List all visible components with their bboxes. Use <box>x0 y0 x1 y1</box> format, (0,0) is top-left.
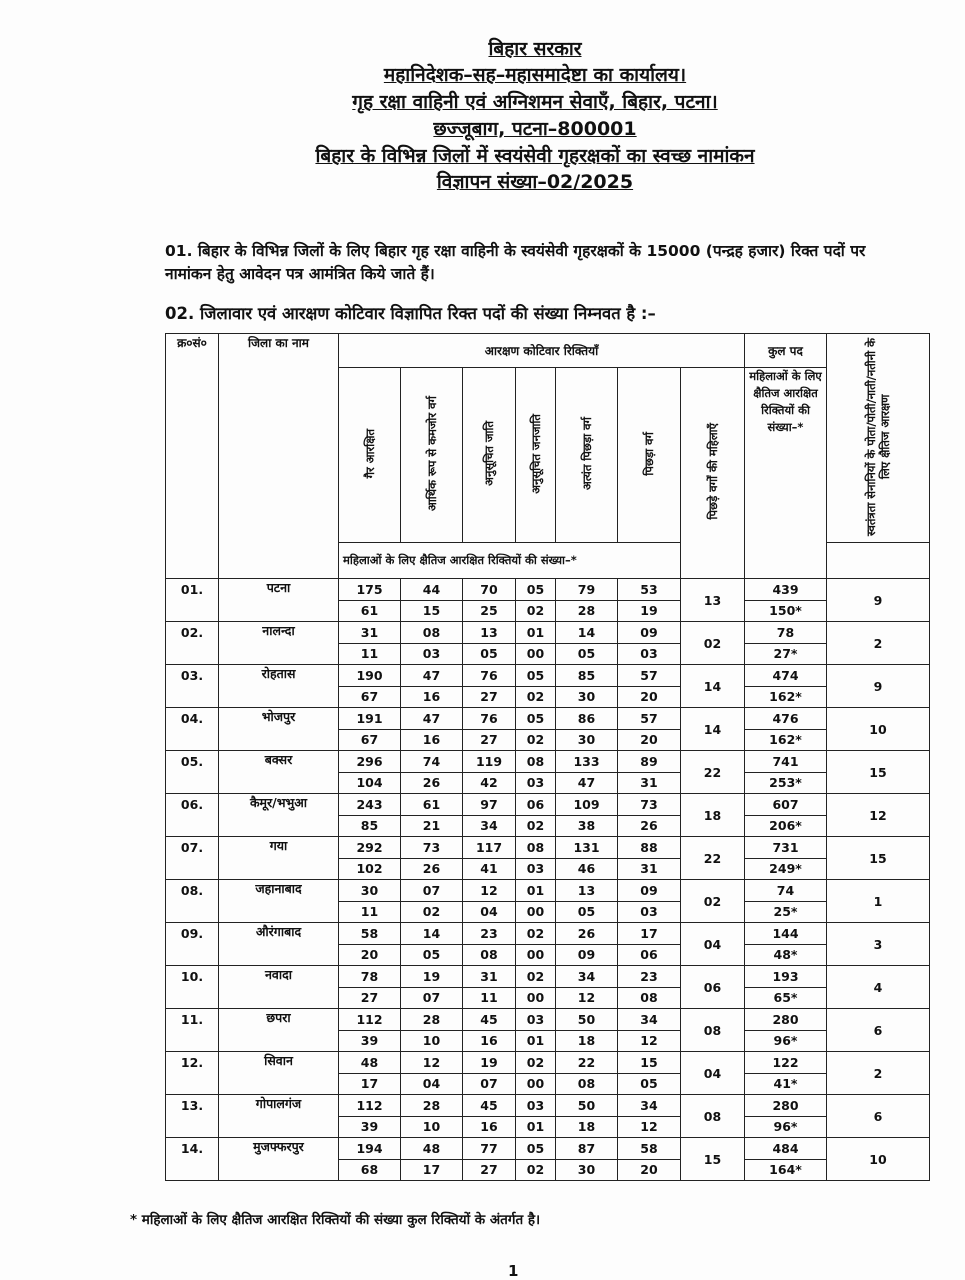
total-posts: 476 <box>745 708 827 730</box>
total-women-posts: 27* <box>745 643 827 665</box>
category-vacancy: 26 <box>556 923 618 945</box>
freedom-fighter-reservation: 4 <box>827 966 930 1009</box>
category-vacancy: 48 <box>339 1052 401 1074</box>
category-vacancy: 14 <box>401 923 463 945</box>
category-vacancy: 117 <box>463 837 516 859</box>
district-name: छपरा <box>219 1009 339 1052</box>
total-posts: 741 <box>745 751 827 773</box>
women-category-vacancy: 11 <box>463 987 516 1009</box>
header-ebc: अत्यंत पिछड़ा वर्ग <box>556 368 618 543</box>
total-posts: 484 <box>745 1138 827 1160</box>
header-line-department: गृह रक्षा वाहिनी एवं अग्निशमन सेवाएँ, बिहार, पटना। <box>352 91 718 113</box>
bc-women-vacancy: 02 <box>681 622 745 665</box>
women-category-vacancy: 03 <box>516 858 556 880</box>
category-vacancy: 73 <box>618 794 681 816</box>
women-category-vacancy: 00 <box>516 643 556 665</box>
total-posts: 193 <box>745 966 827 988</box>
total-women-posts: 150* <box>745 600 827 622</box>
freedom-fighter-reservation: 3 <box>827 923 930 966</box>
vacancy-table <box>165 333 930 1181</box>
category-vacancy: 12 <box>463 880 516 902</box>
women-category-vacancy: 02 <box>516 729 556 751</box>
women-category-vacancy: 25 <box>463 600 516 622</box>
freedom-fighter-reservation: 1 <box>827 880 930 923</box>
category-vacancy: 76 <box>463 665 516 687</box>
women-category-vacancy: 39 <box>339 1116 401 1138</box>
category-vacancy: 112 <box>339 1009 401 1031</box>
women-category-vacancy: 30 <box>556 1159 618 1181</box>
serial-number: 07. <box>166 837 219 880</box>
category-vacancy: 08 <box>401 622 463 644</box>
table-row <box>166 837 930 859</box>
serial-number: 05. <box>166 751 219 794</box>
women-category-vacancy: 20 <box>618 686 681 708</box>
category-vacancy: 45 <box>463 1009 516 1031</box>
serial-number: 14. <box>166 1138 219 1181</box>
women-category-vacancy: 09 <box>556 944 618 966</box>
category-vacancy: 09 <box>618 622 681 644</box>
category-vacancy: 88 <box>618 837 681 859</box>
district-name: भोजपुर <box>219 708 339 751</box>
category-vacancy: 09 <box>618 880 681 902</box>
category-vacancy: 47 <box>401 665 463 687</box>
women-category-vacancy: 26 <box>618 815 681 837</box>
category-vacancy: 28 <box>401 1009 463 1031</box>
women-category-vacancy: 01 <box>516 1116 556 1138</box>
serial-number: 12. <box>166 1052 219 1095</box>
category-vacancy: 02 <box>516 966 556 988</box>
category-vacancy: 175 <box>339 579 401 601</box>
category-vacancy: 109 <box>556 794 618 816</box>
category-vacancy: 05 <box>516 1138 556 1160</box>
serial-number: 09. <box>166 923 219 966</box>
total-women-posts: 253* <box>745 772 827 794</box>
category-vacancy: 05 <box>516 579 556 601</box>
table-row <box>166 665 930 687</box>
category-vacancy: 06 <box>516 794 556 816</box>
women-category-vacancy: 16 <box>463 1030 516 1052</box>
women-category-vacancy: 67 <box>339 686 401 708</box>
category-vacancy: 86 <box>556 708 618 730</box>
header-general: गैर आरक्षित <box>339 368 401 543</box>
total-women-posts: 48* <box>745 944 827 966</box>
women-category-vacancy: 04 <box>463 901 516 923</box>
paragraph-01 <box>165 240 905 286</box>
bc-women-vacancy: 14 <box>681 665 745 708</box>
total-women-posts: 164* <box>745 1159 827 1181</box>
women-category-vacancy: 00 <box>516 901 556 923</box>
table-row <box>166 1009 930 1031</box>
freedom-fighter-reservation: 12 <box>827 794 930 837</box>
women-category-vacancy: 31 <box>618 858 681 880</box>
women-category-vacancy: 16 <box>401 686 463 708</box>
freedom-fighter-reservation: 15 <box>827 751 930 794</box>
category-vacancy: 85 <box>556 665 618 687</box>
total-posts: 280 <box>745 1095 827 1117</box>
category-vacancy: 15 <box>618 1052 681 1074</box>
total-posts: 74 <box>745 880 827 902</box>
total-women-posts: 249* <box>745 858 827 880</box>
women-category-vacancy: 08 <box>618 987 681 1009</box>
women-category-vacancy: 08 <box>556 1073 618 1095</box>
district-name: नालन्दा <box>219 622 339 665</box>
total-women-posts: 41* <box>745 1073 827 1095</box>
header-st: अनुसूचित जनजाति <box>516 368 556 543</box>
serial-number: 02. <box>166 622 219 665</box>
women-category-vacancy: 18 <box>556 1116 618 1138</box>
header-sn: क्र०सं० <box>166 334 219 579</box>
serial-number: 04. <box>166 708 219 751</box>
total-posts: 439 <box>745 579 827 601</box>
header-women-note: महिलाओं के लिए क्षैतिज आरक्षित रिक्तियों की संख्या–* <box>339 543 681 579</box>
category-vacancy: 07 <box>401 880 463 902</box>
category-vacancy: 87 <box>556 1138 618 1160</box>
women-category-vacancy: 03 <box>401 643 463 665</box>
table-row <box>166 1138 930 1160</box>
category-vacancy: 08 <box>516 837 556 859</box>
page-number: 1 <box>508 1262 519 1280</box>
women-category-vacancy: 41 <box>463 858 516 880</box>
women-category-vacancy: 38 <box>556 815 618 837</box>
women-category-vacancy: 47 <box>556 772 618 794</box>
bc-women-vacancy: 18 <box>681 794 745 837</box>
women-category-vacancy: 03 <box>516 772 556 794</box>
women-category-vacancy: 02 <box>516 1159 556 1181</box>
women-category-vacancy: 07 <box>401 987 463 1009</box>
total-posts: 280 <box>745 1009 827 1031</box>
table-row <box>166 966 930 988</box>
women-category-vacancy: 67 <box>339 729 401 751</box>
women-category-vacancy: 21 <box>401 815 463 837</box>
women-category-vacancy: 02 <box>516 815 556 837</box>
header-sc: अनुसूचित जाति <box>463 368 516 543</box>
category-vacancy: 13 <box>463 622 516 644</box>
women-category-vacancy: 00 <box>516 987 556 1009</box>
category-vacancy: 57 <box>618 708 681 730</box>
category-vacancy: 02 <box>516 1052 556 1074</box>
serial-number: 11. <box>166 1009 219 1052</box>
bc-women-vacancy: 04 <box>681 1052 745 1095</box>
women-category-vacancy: 11 <box>339 901 401 923</box>
district-name: औरंगाबाद <box>219 923 339 966</box>
category-vacancy: 61 <box>401 794 463 816</box>
freedom-fighter-reservation: 10 <box>827 708 930 751</box>
women-category-vacancy: 10 <box>401 1116 463 1138</box>
women-category-vacancy: 39 <box>339 1030 401 1052</box>
category-vacancy: 58 <box>618 1138 681 1160</box>
category-vacancy: 31 <box>463 966 516 988</box>
bc-women-vacancy: 22 <box>681 837 745 880</box>
paragraph-02 <box>165 302 905 325</box>
header-line-govt: बिहार सरकार <box>488 38 582 60</box>
category-vacancy: 131 <box>556 837 618 859</box>
category-vacancy: 70 <box>463 579 516 601</box>
total-women-posts: 65* <box>745 987 827 1009</box>
freedom-fighter-reservation: 6 <box>827 1009 930 1052</box>
women-category-vacancy: 05 <box>556 643 618 665</box>
category-vacancy: 23 <box>463 923 516 945</box>
women-category-vacancy: 03 <box>618 901 681 923</box>
bc-women-vacancy: 02 <box>681 880 745 923</box>
bc-women-vacancy: 13 <box>681 579 745 622</box>
header-line-office: महानिदेशक–सह–महासमादेष्टा का कार्यालय। <box>383 64 687 86</box>
women-category-vacancy: 12 <box>618 1030 681 1052</box>
women-category-vacancy: 05 <box>618 1073 681 1095</box>
freedom-fighter-reservation: 15 <box>827 837 930 880</box>
category-vacancy: 34 <box>618 1095 681 1117</box>
women-category-vacancy: 104 <box>339 772 401 794</box>
women-category-vacancy: 05 <box>556 901 618 923</box>
women-category-vacancy: 20 <box>618 729 681 751</box>
district-name: गया <box>219 837 339 880</box>
total-posts: 607 <box>745 794 827 816</box>
category-vacancy: 292 <box>339 837 401 859</box>
category-vacancy: 50 <box>556 1095 618 1117</box>
header-bc-women: पिछड़े वर्गों की महिलाएँ <box>681 368 745 579</box>
category-vacancy: 08 <box>516 751 556 773</box>
category-vacancy: 28 <box>401 1095 463 1117</box>
women-category-vacancy: 19 <box>618 600 681 622</box>
women-category-vacancy: 04 <box>401 1073 463 1095</box>
category-vacancy: 50 <box>556 1009 618 1031</box>
category-vacancy: 31 <box>339 622 401 644</box>
women-category-vacancy: 00 <box>516 1073 556 1095</box>
women-category-vacancy: 02 <box>516 686 556 708</box>
category-vacancy: 03 <box>516 1009 556 1031</box>
category-vacancy: 05 <box>516 708 556 730</box>
category-vacancy: 03 <box>516 1095 556 1117</box>
total-women-posts: 162* <box>745 729 827 751</box>
header-district: जिला का नाम <box>219 334 339 579</box>
bc-women-vacancy: 08 <box>681 1095 745 1138</box>
women-category-vacancy: 46 <box>556 858 618 880</box>
category-vacancy: 47 <box>401 708 463 730</box>
freedom-fighter-reservation: 2 <box>827 1052 930 1095</box>
category-vacancy: 89 <box>618 751 681 773</box>
category-vacancy: 22 <box>556 1052 618 1074</box>
category-vacancy: 191 <box>339 708 401 730</box>
total-women-posts: 96* <box>745 1030 827 1052</box>
total-posts: 731 <box>745 837 827 859</box>
district-name: नवादा <box>219 966 339 1009</box>
total-posts: 144 <box>745 923 827 945</box>
women-category-vacancy: 85 <box>339 815 401 837</box>
category-vacancy: 13 <box>556 880 618 902</box>
table-row <box>166 1052 930 1074</box>
footnote: * महिलाओं के लिए क्षैतिज आरक्षित रिक्तियों की संख्या कुल रिक्तियों के अंतर्गत है। <box>130 1212 541 1228</box>
serial-number: 13. <box>166 1095 219 1138</box>
women-category-vacancy: 18 <box>556 1030 618 1052</box>
women-category-vacancy: 30 <box>556 686 618 708</box>
women-category-vacancy: 10 <box>401 1030 463 1052</box>
category-vacancy: 34 <box>618 1009 681 1031</box>
category-vacancy: 112 <box>339 1095 401 1117</box>
paragraph-text: बिहार के विभिन्न जिलों के लिए बिहार गृह रक्षा वाहिनी के स्वयंसेवी गृहरक्षकों के 15000 (पन्द्रह हजार) रिक्त पदों पर नामांकन हेतु आवेदन पत्र आमंत्रित किये जाते हैं। <box>165 242 866 283</box>
category-vacancy: 02 <box>516 923 556 945</box>
women-category-vacancy: 05 <box>463 643 516 665</box>
category-vacancy: 30 <box>339 880 401 902</box>
header-total-women: महिलाओं के लिए क्षैतिज आरक्षित रिक्तियों की संख्या–* <box>745 368 827 579</box>
freedom-fighter-reservation: 10 <box>827 1138 930 1181</box>
women-category-vacancy: 15 <box>401 600 463 622</box>
women-category-vacancy: 12 <box>618 1116 681 1138</box>
category-vacancy: 190 <box>339 665 401 687</box>
category-vacancy: 53 <box>618 579 681 601</box>
table-row <box>166 880 930 902</box>
table-row <box>166 794 930 816</box>
district-name: जहानाबाद <box>219 880 339 923</box>
total-women-posts: 96* <box>745 1116 827 1138</box>
women-category-vacancy: 00 <box>516 944 556 966</box>
district-name: मुजफ्फरपुर <box>219 1138 339 1181</box>
header-freedom-fighter: स्वतंत्रता सेनानियों के पोता/पोती/नाती/नतीनी के लिए क्षैतिज आरक्षण <box>827 334 930 543</box>
total-posts: 122 <box>745 1052 827 1074</box>
women-category-vacancy: 16 <box>463 1116 516 1138</box>
category-vacancy: 19 <box>401 966 463 988</box>
category-vacancy: 133 <box>556 751 618 773</box>
category-vacancy: 76 <box>463 708 516 730</box>
women-category-vacancy: 20 <box>339 944 401 966</box>
women-category-vacancy: 30 <box>556 729 618 751</box>
bc-women-vacancy: 06 <box>681 966 745 1009</box>
women-category-vacancy: 01 <box>516 1030 556 1052</box>
women-category-vacancy: 34 <box>463 815 516 837</box>
district-name: रोहतास <box>219 665 339 708</box>
category-vacancy: 23 <box>618 966 681 988</box>
category-vacancy: 57 <box>618 665 681 687</box>
category-vacancy: 78 <box>339 966 401 988</box>
table-row <box>166 622 930 644</box>
freedom-fighter-reservation: 9 <box>827 579 930 622</box>
women-category-vacancy: 08 <box>463 944 516 966</box>
women-category-vacancy: 20 <box>618 1159 681 1181</box>
paragraph-number: 02. <box>165 304 195 323</box>
district-name: बक्सर <box>219 751 339 794</box>
women-category-vacancy: 27 <box>339 987 401 1009</box>
header-ews: आर्थिक रूप से कमजोर वर्ग <box>401 368 463 543</box>
freedom-fighter-reservation: 6 <box>827 1095 930 1138</box>
women-category-vacancy: 26 <box>401 858 463 880</box>
women-category-vacancy: 27 <box>463 1159 516 1181</box>
category-vacancy: 73 <box>401 837 463 859</box>
table-row <box>166 751 930 773</box>
category-vacancy: 12 <box>401 1052 463 1074</box>
category-vacancy: 97 <box>463 794 516 816</box>
district-name: कैमूर/भभुआ <box>219 794 339 837</box>
category-vacancy: 243 <box>339 794 401 816</box>
paragraph-number: 01. <box>165 242 193 260</box>
serial-number: 03. <box>166 665 219 708</box>
women-category-vacancy: 16 <box>401 729 463 751</box>
category-vacancy: 17 <box>618 923 681 945</box>
freedom-fighter-reservation: 2 <box>827 622 930 665</box>
women-category-vacancy: 06 <box>618 944 681 966</box>
freedom-fighter-reservation: 9 <box>827 665 930 708</box>
paragraph-text: जिलावार एवं आरक्षण कोटिवार विज्ञापित रिक्त पदों की संख्या निम्नवत है :– <box>199 304 656 323</box>
category-vacancy: 58 <box>339 923 401 945</box>
serial-number: 06. <box>166 794 219 837</box>
women-category-vacancy: 12 <box>556 987 618 1009</box>
women-category-vacancy: 17 <box>339 1073 401 1095</box>
women-category-vacancy: 31 <box>618 772 681 794</box>
women-category-vacancy: 28 <box>556 600 618 622</box>
category-vacancy: 14 <box>556 622 618 644</box>
serial-number: 01. <box>166 579 219 622</box>
category-vacancy: 19 <box>463 1052 516 1074</box>
district-name: सिवान <box>219 1052 339 1095</box>
table-row <box>166 1095 930 1117</box>
table-row <box>166 708 930 730</box>
women-category-vacancy: 61 <box>339 600 401 622</box>
total-women-posts: 206* <box>745 815 827 837</box>
women-category-vacancy: 02 <box>401 901 463 923</box>
women-category-vacancy: 68 <box>339 1159 401 1181</box>
women-category-vacancy: 27 <box>463 729 516 751</box>
women-category-vacancy: 05 <box>401 944 463 966</box>
women-category-vacancy: 42 <box>463 772 516 794</box>
category-vacancy: 34 <box>556 966 618 988</box>
category-vacancy: 01 <box>516 622 556 644</box>
category-vacancy: 77 <box>463 1138 516 1160</box>
bc-women-vacancy: 22 <box>681 751 745 794</box>
women-category-vacancy: 102 <box>339 858 401 880</box>
total-posts: 78 <box>745 622 827 644</box>
header-category-group: आरक्षण कोटिवार रिक्तियाँ <box>339 334 745 368</box>
bc-women-vacancy: 04 <box>681 923 745 966</box>
category-vacancy: 45 <box>463 1095 516 1117</box>
total-posts: 474 <box>745 665 827 687</box>
women-category-vacancy: 03 <box>618 643 681 665</box>
category-vacancy: 79 <box>556 579 618 601</box>
header-freedom-fighter-blank <box>827 543 930 579</box>
header-bc: पिछड़ा वर्ग <box>618 368 681 543</box>
header-total: कुल पद <box>745 334 827 368</box>
serial-number: 10. <box>166 966 219 1009</box>
header-line-address: छज्जूबाग, पटना–800001 <box>433 118 637 140</box>
category-vacancy: 48 <box>401 1138 463 1160</box>
category-vacancy: 74 <box>401 751 463 773</box>
category-vacancy: 119 <box>463 751 516 773</box>
women-category-vacancy: 17 <box>401 1159 463 1181</box>
category-vacancy: 194 <box>339 1138 401 1160</box>
bc-women-vacancy: 14 <box>681 708 745 751</box>
category-vacancy: 44 <box>401 579 463 601</box>
women-category-vacancy: 02 <box>516 600 556 622</box>
total-women-posts: 25* <box>745 901 827 923</box>
district-name: पटना <box>219 579 339 622</box>
category-vacancy: 296 <box>339 751 401 773</box>
bc-women-vacancy: 15 <box>681 1138 745 1181</box>
women-category-vacancy: 27 <box>463 686 516 708</box>
women-category-vacancy: 11 <box>339 643 401 665</box>
header-line-subject: बिहार के विभिन्न जिलों में स्वयंसेवी गृहरक्षकों का स्वच्छ नामांकन <box>315 145 755 167</box>
header-line-advt-number: विज्ञापन संख्या–02/2025 <box>436 171 634 193</box>
table-row <box>166 923 930 945</box>
bc-women-vacancy: 08 <box>681 1009 745 1052</box>
women-category-vacancy: 07 <box>463 1073 516 1095</box>
category-vacancy: 01 <box>516 880 556 902</box>
table-row <box>166 579 930 601</box>
category-vacancy: 05 <box>516 665 556 687</box>
district-name: गोपालगंज <box>219 1095 339 1138</box>
women-category-vacancy: 26 <box>401 772 463 794</box>
total-women-posts: 162* <box>745 686 827 708</box>
serial-number: 08. <box>166 880 219 923</box>
